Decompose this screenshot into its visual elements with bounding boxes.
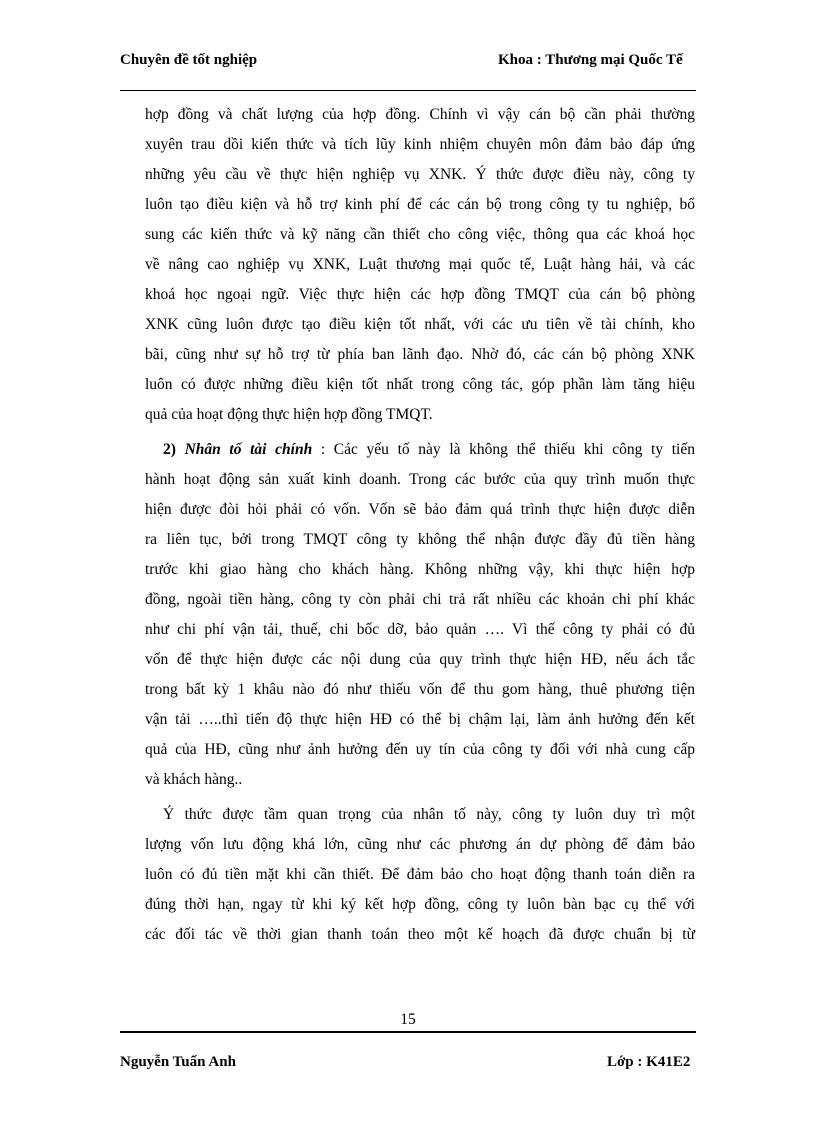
text-line: hợp đồng và chất lượng của hợp đồng. Chính vì vậy cán bộ cần phải thường	[145, 106, 695, 123]
text-line: lượng vốn lưu động khá lớn, cũng như các phương án dự phòng để đảm bảo	[145, 836, 695, 853]
text-line: ra liên tục, bởi trong TMQT công ty không thể nhận được đầy đủ tiền hàng	[145, 531, 695, 548]
text-line: xuyên trau dồi kiến thức và tích lũy kinh nhiệm chuyên môn đảm bảo đáp ứng	[145, 136, 695, 153]
text-line: đồng, ngoài tiền hàng, công ty còn phải chi trả rất nhiều các khoản chi phí khác	[145, 591, 695, 608]
text-line: về nâng cao nghiệp vụ XNK, Luật thương mại quốc tế, Luật hàng hải, và các	[145, 256, 695, 273]
text-line: luôn có đủ tiền mặt khi cần thiết. Để đảm bảo cho hoạt động thanh toán diễn ra	[145, 866, 695, 883]
text-line: và khách hàng..	[145, 771, 243, 788]
text-line: luôn có được những điều kiện tốt nhất trong công tác, góp phần làm tăng hiệu	[145, 376, 695, 393]
text-line: đúng thời hạn, ngay từ khi ký kết hợp đồng, công ty luôn bàn bạc cụ thể với	[145, 896, 695, 913]
text-line: vốn để thực hiện được các nội dung của quy trình thực hiện HĐ, nếu ách tắc	[145, 651, 695, 668]
header-right: Khoa : Thương mại Quốc Tế	[498, 52, 683, 68]
section-heading-line	[163, 440, 695, 460]
text-line: trong bất kỳ 1 khâu nào đó như thiếu vốn để thu gom hàng, thuê phương tiện	[145, 681, 695, 698]
text-line: hành hoạt động sản xuất kinh doanh. Trong các bước của quy trình muốn thực	[145, 471, 695, 488]
text-line: luôn tạo điều kiện và hỗ trợ kinh phí để các cán bộ trong công ty tu nghiệp, bổ	[145, 196, 695, 213]
section-heading: Nhân tố tài chính	[184, 441, 313, 458]
text-line: khoá học ngoại ngữ. Việc thực hiện các hợp đồng TMQT của cán bộ phòng	[145, 286, 695, 303]
text-line: Ý thức được tầm quan trọng của nhân tố này, công ty luôn duy trì một	[163, 806, 695, 823]
header-left: Chuyên đề tốt nghiệp	[120, 52, 258, 68]
text-line: vận tải …..thì tiến độ thực hiện HĐ có thể bị chậm lại, làm ảnh hưởng đến kết	[145, 711, 695, 728]
text-line: trước khi giao hàng cho khách hàng. Không những vậy, khi thực hiện hợp	[145, 561, 695, 578]
text-line: quả của hoạt động thực hiện hợp đồng TMQT.	[145, 406, 433, 423]
footer-class: Lớp : K41E2	[607, 1054, 691, 1070]
header-divider	[120, 90, 696, 91]
text-line: XNK cũng luôn được tạo điều kiện tốt nhất, với các ưu tiên về tài chính, kho	[145, 316, 695, 333]
text-line: quả của HĐ, cũng như ảnh hưởng đến uy tín của công ty đối với nhà cung cấp	[145, 741, 695, 758]
footer-divider	[120, 1031, 696, 1033]
text-line: bãi, cũng như sự hỗ trợ từ phía ban lãnh đạo. Nhờ đó, các cán bộ phòng XNK	[145, 346, 695, 363]
section-number: 2)	[163, 441, 176, 458]
text-line: như chi phí vận tải, thuế, chi bốc dỡ, bảo quản …. Vì thế công ty phải có đủ	[145, 621, 695, 638]
text-line: những yêu cầu về thực hiện nghiệp vụ XNK. Ý thức được điều này, công ty	[145, 166, 695, 183]
text-line: sung các kiến thức và kỹ năng cần thiết cho công việc, thông qua các khoá học	[145, 226, 695, 243]
text-line: các đối tác về thời gian thanh toán theo một kế hoạch đã được chuẩn bị từ	[145, 926, 695, 943]
section-heading-rest: : Các yếu tố này là không thể thiếu khi công ty tiến	[312, 441, 695, 458]
footer-author: Nguyễn Tuấn Anh	[120, 1054, 236, 1070]
text-line: hiện được đòi hỏi phải có vốn. Vốn sẽ bảo đảm quá trình thực hiện được diễn	[145, 501, 695, 518]
page-number: 15	[400, 1011, 416, 1028]
